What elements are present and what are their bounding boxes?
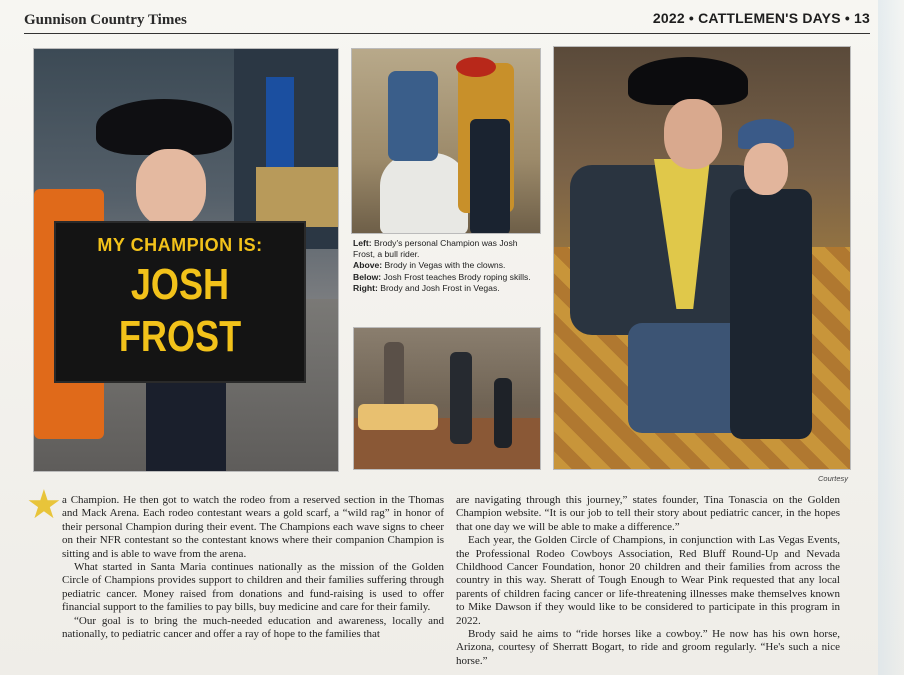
caption-line-right: Right: Brody and Josh Frost in Vegas. xyxy=(353,282,500,293)
sign-heading: MY CHAMPION IS: xyxy=(97,235,263,255)
photo-bystander xyxy=(384,342,404,412)
photo-roping-lesson xyxy=(353,327,541,470)
article-column-right xyxy=(456,494,840,668)
star-icon: ★ xyxy=(26,482,62,528)
sign-last-name: FROST xyxy=(118,312,242,361)
photo-hay-bale xyxy=(256,167,339,227)
photo-cowboy-hat xyxy=(96,99,232,155)
champion-sign xyxy=(54,221,306,383)
caption-line-above: Above: Brody in Vegas with the clowns. xyxy=(353,260,506,271)
photo-cowboy-face xyxy=(664,99,722,169)
photo-kid xyxy=(494,378,512,448)
photo-brody-and-josh xyxy=(553,46,851,470)
photo-caption xyxy=(353,238,541,320)
photo-boy-legs xyxy=(146,379,226,472)
section-title: 2022 • CATTLEMEN'S DAYS • 13 xyxy=(652,10,870,26)
photo-credit: Courtesy xyxy=(817,474,848,483)
photo-kid xyxy=(470,119,510,234)
page-header xyxy=(24,8,870,34)
photo-kid-face xyxy=(744,143,788,195)
article-column-left xyxy=(62,494,444,641)
photo-clown-left xyxy=(388,71,438,161)
photo-cowboy-hat xyxy=(628,57,748,105)
masthead: Gunnison Country Times xyxy=(24,12,187,28)
caption-line-below: Below: Josh Frost teaches Brody roping skills. xyxy=(353,271,531,282)
photo-roping-dummy xyxy=(358,404,438,430)
caption-line-left: Left: Brody's personal Champion was Josh Frost, a bull rider. xyxy=(353,238,518,260)
article-paragraph: Each year, the Golden Circle of Champions, in conjunction with Las Vegas Events, the Professional Rodeo Cowboys Association, Red Bluff Round-Up and Nevada Childhood Cancer Foundation, honor 20 children and their families from across the country in this way. Sheratt of Tough Enough to Wear Pink requested that any local parents of children facing cancer or life-threatening illnesses make themselves known to Mike Dawson if they would like to be considered to participate in this program in 2022. xyxy=(456,534,840,627)
photo-cowboy xyxy=(450,352,472,444)
article-paragraph: are navigating through this journey,” states founder, Tina Tonascia on the Golden Champion website. “It is our job to tell their story about pediatric cancer, in the hopes that one day we will be able to make a difference.” xyxy=(456,494,840,533)
page-edge xyxy=(878,0,904,675)
article-paragraph: What started in Santa Maria continues nationally as the mission of the Golden Circle of Champions provides support to children and their families suffering through pediatric cancer. Money raised from donations and fund-raising is used to offer financial support to the families to pay bills, buy medicine and care for their family. xyxy=(62,561,444,614)
article-paragraph: Brody said he aims to “ride horses like a cowboy.” He now has his own horse, Arizona, courtesy of Sherratt Bogart, to ride and groom regularly. “He's such a nice horse.” xyxy=(456,628,840,667)
sign-first-name: JOSH xyxy=(130,260,230,309)
photo-barrel xyxy=(380,153,468,234)
article-paragraph: “Our goal is to bring the much-needed education and awareness, locally and nationally, to pediatric cancer and offer a ray of hope to the families that xyxy=(62,614,444,641)
photo-clown-hat xyxy=(456,57,496,77)
photo-boy-face xyxy=(136,149,206,227)
article-paragraph: a Champion. He then got to watch the rodeo from a reserved section in the Thomas and Mack Arena. Each rodeo contestant wears a gold scarf, a “wild rag” in honor of their personal Champion during their event. The Champions each wave signs to cheer on their NFR contestant so the contestant knows where their companion Champion is sitting and is able to wave from the arena. xyxy=(62,494,444,560)
photo-clowns xyxy=(351,48,541,234)
photo-boy-with-sign xyxy=(33,48,339,472)
photo-kid-body xyxy=(730,189,812,439)
